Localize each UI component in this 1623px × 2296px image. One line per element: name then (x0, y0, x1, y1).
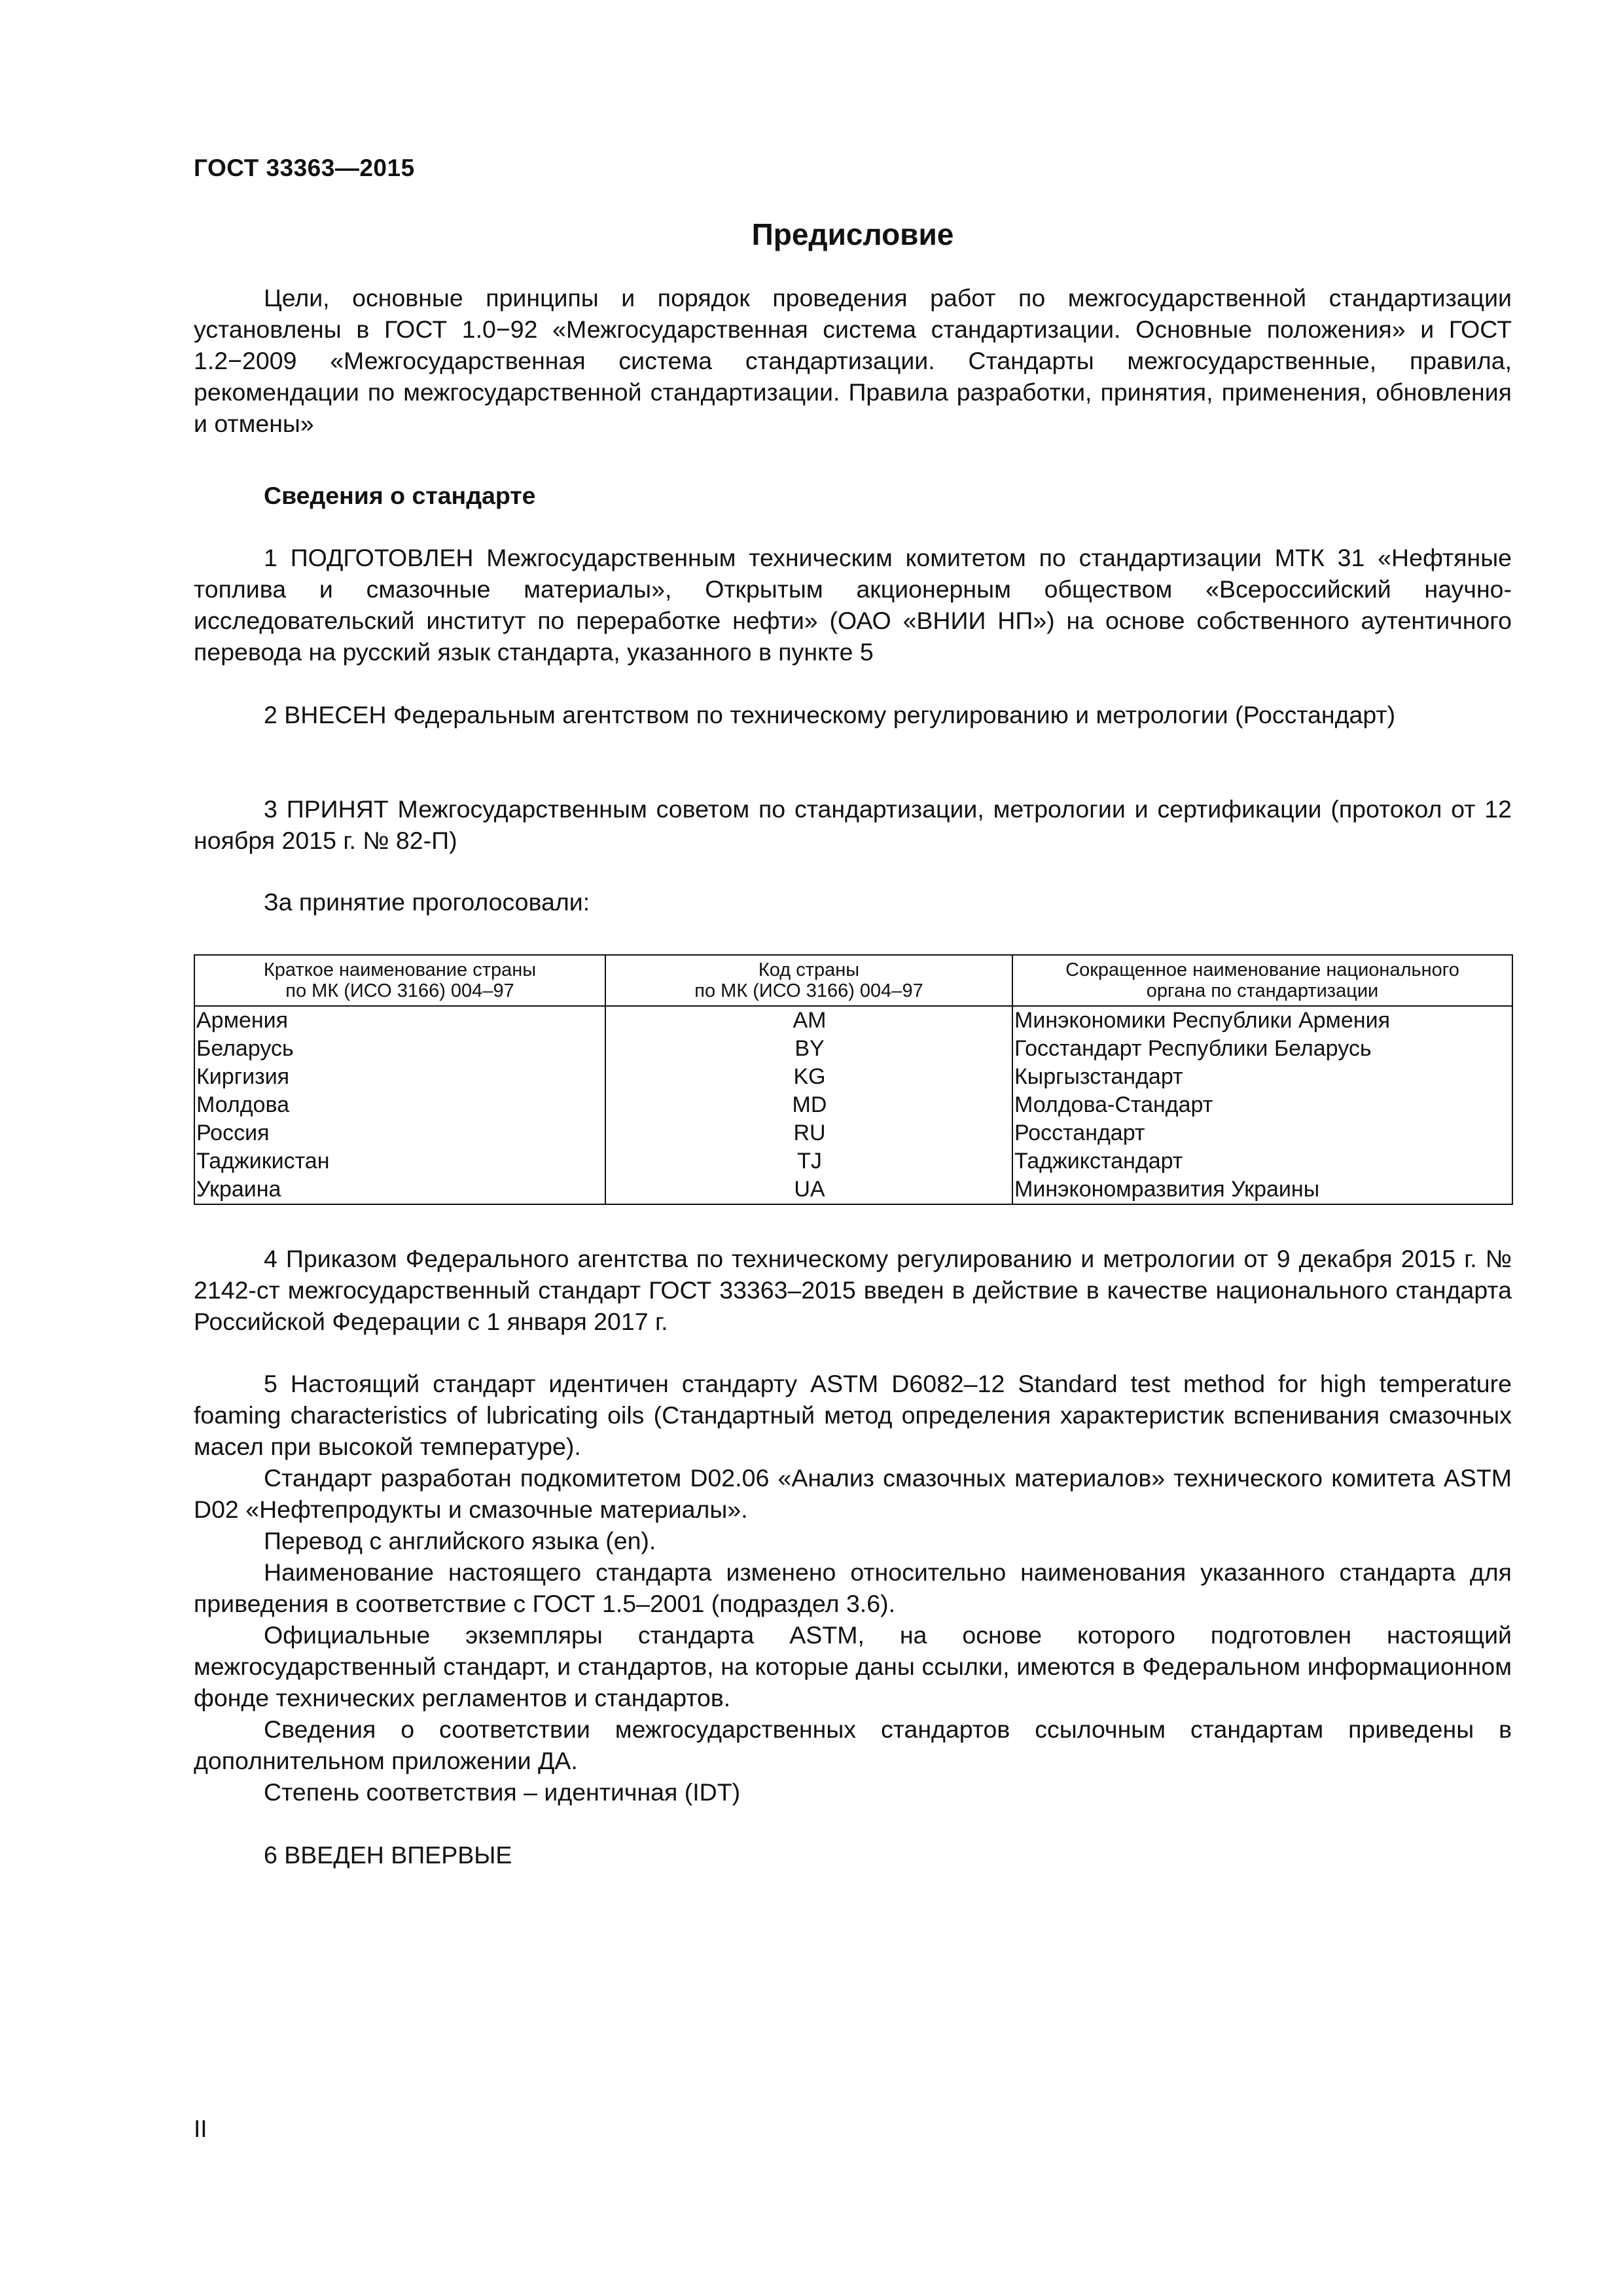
table-row (194, 1063, 1512, 1091)
cell-code: BY (605, 1035, 1012, 1063)
column-header-code: Код страны по МК (ИСО 3166) 004–97 (605, 955, 1012, 1006)
cell-code: MD (605, 1091, 1012, 1119)
cell-code: RU (605, 1119, 1012, 1147)
info-heading: Сведения о стандарте (264, 482, 536, 509)
item-5-developed-by: Стандарт разработан подкомитетом D02.06 «Анализ смазочных материалов» технического комитета ASTM D02 «Нефтепродукты и смазочные материалы». (194, 1464, 1512, 1523)
cell-country: Молдова (194, 1091, 605, 1119)
table-row (194, 1175, 1512, 1204)
cell-code: TJ (605, 1147, 1012, 1175)
cell-organization: Молдова-Стандарт (1012, 1091, 1512, 1119)
table-row (194, 1006, 1512, 1035)
item-5-translation: Перевод с английского языка (en). (264, 1527, 656, 1554)
cell-country: Беларусь (194, 1035, 605, 1063)
voting-table (194, 954, 1513, 1205)
cell-country: Россия (194, 1119, 605, 1147)
cell-organization: Кыргызстандарт (1012, 1063, 1512, 1091)
page-title: Предисловие (751, 217, 954, 251)
cell-organization: Госстандарт Республики Беларусь (1012, 1035, 1512, 1063)
cell-code: UA (605, 1175, 1012, 1204)
cell-country: Киргизия (194, 1063, 605, 1091)
item-6-introduced: 6 ВВЕДЕН ВПЕРВЫЕ (264, 1841, 512, 1869)
cell-country: Армения (194, 1006, 605, 1035)
cell-code: AM (605, 1006, 1012, 1035)
cell-code: KG (605, 1063, 1012, 1091)
cell-organization: Минэкономики Республики Армения (1012, 1006, 1512, 1035)
document-code: ГОСТ 33363—2015 (194, 154, 415, 181)
item-1-prepared: 1 ПОДГОТОВЛЕН Межгосударственным техническим комитетом по стандартизации МТК 31 «Нефтяные топлива и смазочные материалы», Открытым акционерным обществом «Всероссийский научно-исследовательский институт по переработке нефти» (ОАО «ВНИИ НП») на основе собственного аутентичного перевода на русский язык стандарта, указанного в пункте 5 (194, 544, 1512, 666)
item-5-title-change: Наименование настоящего стандарта изменено относительно наименования указанного стандарта для приведения в соответствие с ГОСТ 1.5–2001 (подраздел 3.6). (194, 1558, 1512, 1617)
item-5-conformity-info: Сведения о соответствии межгосударственных стандартов ссылочным стандартам приведены в дополнительном приложении ДА. (194, 1715, 1512, 1774)
item-5-conformity-degree: Степень соответствия – идентичная (IDT) (264, 1778, 741, 1806)
table-row (194, 1147, 1512, 1175)
column-header-country: Краткое наименование страны по МК (ИСО 3166) 004–97 (194, 955, 605, 1006)
item-5-identical: 5 Настоящий стандарт идентичен стандарту ASTM D6082–12 Standard test method for high temperature foaming characteristics of lubricating oils (Стандартный метод определения характеристик вспенивания смазочных масел при высокой температуре). (194, 1370, 1512, 1460)
item-5-official-copies: Официальные экземпляры стандарта ASTM, на основе которого подготовлен настоящий межгосударственный стандарт, и стандартов, на которые даны ссылки, имеются в Федеральном информационном фонде технических регламентов и стандартов. (194, 1621, 1512, 1712)
item-2-submitted: 2 ВНЕСЕН Федеральным агентством по техническому регулированию и метрологии (Росстандарт) (264, 701, 1396, 728)
cell-organization: Росстандарт (1012, 1119, 1512, 1147)
item-3-adopted: 3 ПРИНЯТ Межгосударственным советом по стандартизации, метрологии и сертификации (протокол от 12 ноября 2015 г. № 82-П) (194, 795, 1512, 854)
cell-country: Украина (194, 1175, 605, 1204)
cell-organization: Минэкономразвития Украины (1012, 1175, 1512, 1204)
table-row (194, 1091, 1512, 1119)
page-number: II (194, 2115, 207, 2142)
intro-paragraph: Цели, основные принципы и порядок проведения работ по межгосударственной стандартизации установлены в ГОСТ 1.0−92 «Межгосударственная система стандартизации. Основные положения» и ГОСТ 1.2−2009 «Межгосударственная система стандартизации. Стандарты межгосударственные, правила, рекомендации по межгосударственной стандартизации. Правила разработки, принятия, применения, обновления и отмены» (194, 284, 1512, 437)
cell-country: Таджикистан (194, 1147, 605, 1175)
table-row (194, 1119, 1512, 1147)
column-header-organization: Сокращенное наименование национального органа по стандартизации (1012, 955, 1512, 1006)
table-header-row (194, 955, 1512, 1006)
document-page (194, 0, 1512, 2296)
item-4-enacted: 4 Приказом Федерального агентства по техническому регулированию и метрологии от 9 декабря 2015 г. № 2142-ст межгосударственный стандарт ГОСТ 33363–2015 введен в действие в качестве национального стандарта Российской Федерации с 1 января 2017 г. (194, 1245, 1512, 1335)
table-row (194, 1035, 1512, 1063)
vote-intro: За принятие проголосовали: (264, 888, 590, 916)
cell-organization: Таджикстандарт (1012, 1147, 1512, 1175)
